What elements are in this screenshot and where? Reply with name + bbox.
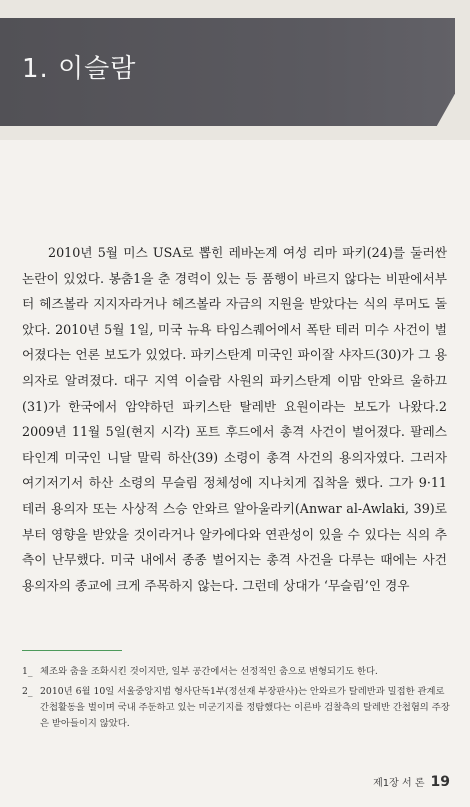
page-number: 19	[430, 774, 450, 790]
footnote-item	[22, 664, 452, 680]
footnote-text: 체조와 춤을 조화시킨 것이지만, 일부 공간에서는 선정적인 춤으로 변형되기도 한다.	[40, 666, 378, 677]
footnotes	[22, 664, 452, 736]
footnote-number: 1_	[22, 666, 33, 677]
footnote-item	[22, 684, 452, 732]
body-text	[22, 240, 447, 598]
footnote-text: 2010년 6월 10일 서울중앙지법 형사단독1부(정선재 부장판사)는 안와르가 탈레반과 밀접한 관계로 간첩활동을 벌이며 국내 주둔하고 있는 미군기지를 정탐했다는 이른바 검찰측의 탈레반 간첩혐의 주장은 받아들이지 않았다.	[40, 686, 450, 729]
chapter-title: 1. 이슬람	[22, 54, 137, 84]
footnote-number: 2_	[22, 686, 33, 697]
running-footer	[373, 774, 450, 790]
chapter-label: 제1장 서 론	[373, 778, 425, 789]
footnote-divider	[22, 650, 122, 651]
body-paragraph: 2010년 5월 미스 USA로 뽑힌 레바논계 여성 리마 파키(24)를 둘러싼 논란이 있었다. 봉춤1을 춘 경력이 있는 등 품행이 바르지 않다는 비판에서부터 헤즈볼라 지지자라거나 헤즈볼라 자금의 지원을 받았다는 식의 루머도 돌았다. 2010년 5월 1일, 미국 뉴욕 타임스퀘어에서 폭탄 테러 미수 사건이 벌어졌다는 언론 보도가 있었다. 파키스탄계 미국인 파이잘 샤자드(30)가 그 용의자로 알려졌다. 대구 지역 이슬람 사원의 파키스탄계 이맘 안와르 울하끄(31)가 한국에서 암약하던 파키스탄 탈레반 요원이라는 보도가 나왔다.2 2009년 11월 5일(현지 시각) 포트 후드에서 총격 사건이 벌어졌다. 팔레스타인계 미국인 니달 말릭 하산(39) 소령이 총격 사건의 용의자였다. 그러자 여기저기서 하산 소령의 무슬림 정체성에 지나치게 집착을 했다. 그가 9·11 테러 용의자 또는 사상적 스승 안와르 알아울라키(Anwar al-Awlaki, 39)로부터 영향을 받았을 것이라거나 알카에다와 연관성이 있을 수 있다는 식의 추측이 난무했다. 미국 내에서 종종 벌어지는 총격 사건을 다루는 때에는 사건 용의자의 종교에 크게 주목하지 않는다. 그런데 상대가 ‘무슬림’인 경우	[22, 245, 447, 593]
